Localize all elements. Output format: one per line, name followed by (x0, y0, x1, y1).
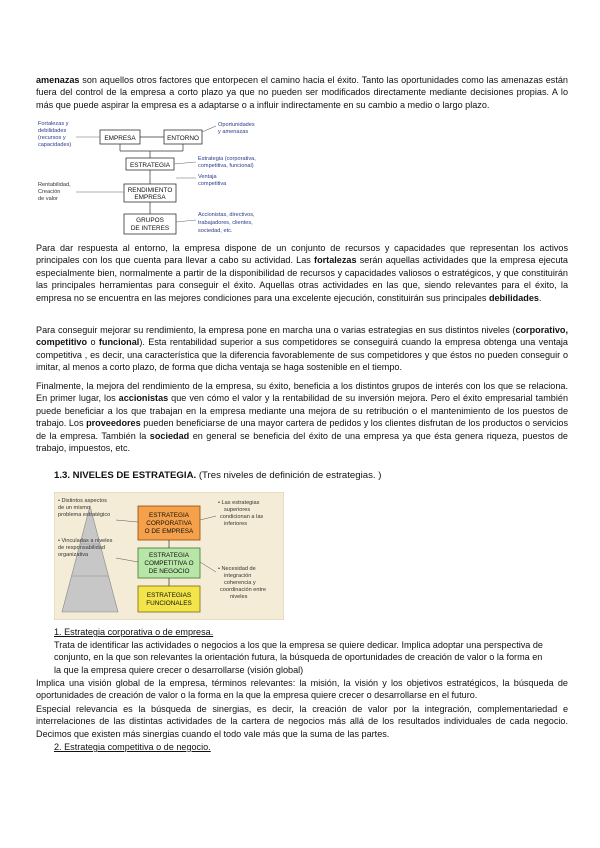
label-fortalezas-2: debilidades (38, 128, 67, 134)
paragraph-amenazas: amenazas son aquellos otros factores que entorpecen el camino hacia el éxito. Tanto las oportunidades como las amenazas están fuera del control de la empresa a corto plazo ya que no pueden ser modificados directamente mediante decisiones propias. A lo más que puede aspirar la empresa es a adaptarse o a influir indirectamente en su cambio a medio o largo plazo. (36, 75, 568, 110)
box-empresa-label: EMPRESA (104, 135, 136, 142)
label-accionistas-1: Accionistas, directivos, (198, 212, 255, 218)
subsection-title-corporativa: 1. Estrategia corporativa o de empresa. (54, 627, 214, 637)
paragraph-rendimiento: Para conseguir mejorar su rendimiento, la empresa pone en marcha una o varias estrategias en sus distintos niveles (corporativo, competitivo o funcional). Esta rentabilidad superior a sus competidores se conseguirá cuando la empresa obtenga una ventaja competitiva , es decir, una característica que la diferencia favorablemente de sus competidores y que éstos no pueden conseguir o imitar, al menos a corto plazo, de forma que dicha ventaja se haga sostenible en el tiempo. (36, 325, 568, 373)
bold-term: proveedores (86, 418, 141, 429)
box-estrategia-label: ESTRATEGIA (129, 162, 171, 169)
box-grupos-label-1: GRUPOS (136, 217, 164, 224)
box-rendimiento-label-2: EMPRESA (134, 194, 166, 201)
subsection-title-competitiva: 2. Estrategia competitiva o de negocio. (54, 742, 211, 752)
label-ventaja-1: Ventaja (198, 174, 217, 180)
label-rentabilidad-2: Creación (38, 189, 61, 195)
corporativa-description: Trata de identificar las actividades o negocios a los que la empresa se quiere dedicar. Implica adoptar una perspectiva de conjunto, en la que son relevantes la orientación futura, la búsqueda de oportunidades de creación de valor o la forma en (54, 640, 543, 663)
note-superiores-4: inferiores (224, 521, 248, 527)
note-superiores-2: superiores (224, 507, 251, 513)
label-rentabilidad-3: de valor (38, 196, 58, 202)
paragraph-fortalezas: Para dar respuesta al entorno, la empresa dispone de un conjunto de recursos y capacidades que representan los activos principales con los que cuenta para llevar a cabo su actividad. Las fortalezas serán aquellas actividades que la empresa ejecuta especialmente bien, normalmente a partir de la disponibilidad de recursos y capacidades valiosos o estratégicos, y que constituirán las principales herramientas para conseguir el éxito. Aquellas otras actividades en las que, siendo relevantes para el éxito, la empresa no se encuentra en las mejores condiciones para una excelente ejecución, constituirán sus principales debilidades. (36, 243, 568, 303)
note-distintos-3: problema estratégico (58, 512, 111, 518)
note-integracion-1: • Necesidad de (218, 566, 256, 572)
note-vinculadas-3: organizativa (58, 552, 89, 558)
paragraph-grupos-interes: Finalmente, la mejora del rendimiento de la empresa, su éxito, beneficia a los distintos grupos de interés con los que se relaciona. En primer lugar, los accionistas que ven cómo el valor y la rentabilidad de su inversión mejora. Pero el éxito empresarial también puede beneficiar a los que trabajan en la empresa mediante una mejora de su retribución o el mantenimiento de los puestos de trabajo. Los proveedores pueden beneficiarse de una mayor cartera de pedidos y los clientes disfrutan de los productos o servicios de la empresa. También la sociedad en general se beneficia del éxito de una empresa ya que ésta genera riqueza, puestos de trabajo, impuestos, etc. (36, 381, 568, 454)
box-funcionales (138, 586, 200, 612)
bold-term: funcional (98, 337, 140, 348)
bold-term: accionistas (118, 393, 169, 404)
bold-term: sociedad (149, 430, 190, 441)
label-oportunidades-2: y amenazas (218, 129, 249, 135)
label-oportunidades-1: Oportunidades (218, 122, 255, 128)
label-accionistas-2: trabajadores, clientes, (198, 220, 253, 226)
note-integracion-2: integración (224, 573, 252, 579)
label-accionistas-3: sociedad, etc. (198, 228, 233, 234)
label-fortalezas-1: Fortalezas y (38, 121, 69, 127)
competitiva-label-3: DE NEGOCIO (148, 568, 190, 575)
funcionales-label-1: ESTRATEGIAS (146, 592, 192, 599)
competitiva-label-1: ESTRATEGIA (148, 552, 190, 559)
funcionales-label-2: FUNCIONALES (146, 600, 192, 607)
note-integracion-3: coherencia y (224, 580, 256, 586)
corporativa-label-1: ESTRATEGIA (148, 512, 190, 519)
corporativa-label-2: CORPORATIVA (146, 520, 192, 527)
corporativa-description-end: la que la empresa quiere crecer o desarrollarse (visión global) (54, 665, 304, 675)
label-ventaja-2: competitiva (198, 181, 227, 187)
label-estrategia-1: Estrategia (corporativa, (198, 156, 256, 162)
note-superiores-3: condicionan a las (220, 514, 264, 520)
note-integracion-4: coordinación entre (220, 587, 267, 593)
box-grupos-label-2: DE INTERES (130, 225, 170, 232)
note-vinculadas-1: • Vinculadas a niveles (58, 538, 113, 544)
label-fortalezas-4: capacidades) (38, 142, 72, 148)
strategy-levels-diagram (54, 492, 284, 620)
bold-term: debilidades (488, 292, 539, 303)
section-heading: 1.3. NIVELES DE ESTRATEGIA. (Tres niveles de definición de estrategias. ) (54, 470, 382, 481)
corporativa-label-3: O DE EMPRESA (144, 528, 194, 535)
bold-term: fortalezas (314, 255, 357, 266)
note-integracion-5: niveles (230, 594, 248, 600)
paragraph-vision-global: Implica una visión global de la empresa, términos relevantes: la misión, la visión y los objetivos estratégicos, la búsqueda de oportunidades de creación de valor o la forma en la que la empresa quiere crecer o desarrollarse en el futuro. (36, 678, 568, 701)
label-fortalezas-3: (recursos y (38, 135, 66, 141)
note-distintos-1: • Distintos aspectos (58, 498, 107, 504)
bold-term: corporativo, competitivo (36, 325, 568, 348)
box-rendimiento-label-1: RENDIMIENTO (127, 187, 173, 194)
strategy-flow-diagram (36, 118, 286, 240)
box-entorno-label: ENTORNO (167, 135, 199, 142)
paragraph-sinergias: Especial relevancia es la búsqueda de sinergias, es decir, la creación de valor por la integración, complementariedad e interrelaciones de las distintas actividades de la cartera de negocios más allá de los resultados individuales de cada negocio. Decimos que existen más sinergias cuando el todo vale más que la suma de las partes. (36, 704, 568, 739)
note-superiores-1: • Las estrategias (218, 500, 260, 506)
competitiva-label-2: COMPETITIVA O (144, 560, 194, 567)
note-distintos-2: de un mismo (58, 505, 91, 511)
bold-term: amenazas (36, 75, 80, 85)
label-rentabilidad-1: Rentabilidad, (38, 182, 71, 188)
label-estrategia-2: competitiva, funcional) (198, 163, 254, 169)
note-vinculadas-2: de responsabilidad (58, 545, 105, 551)
